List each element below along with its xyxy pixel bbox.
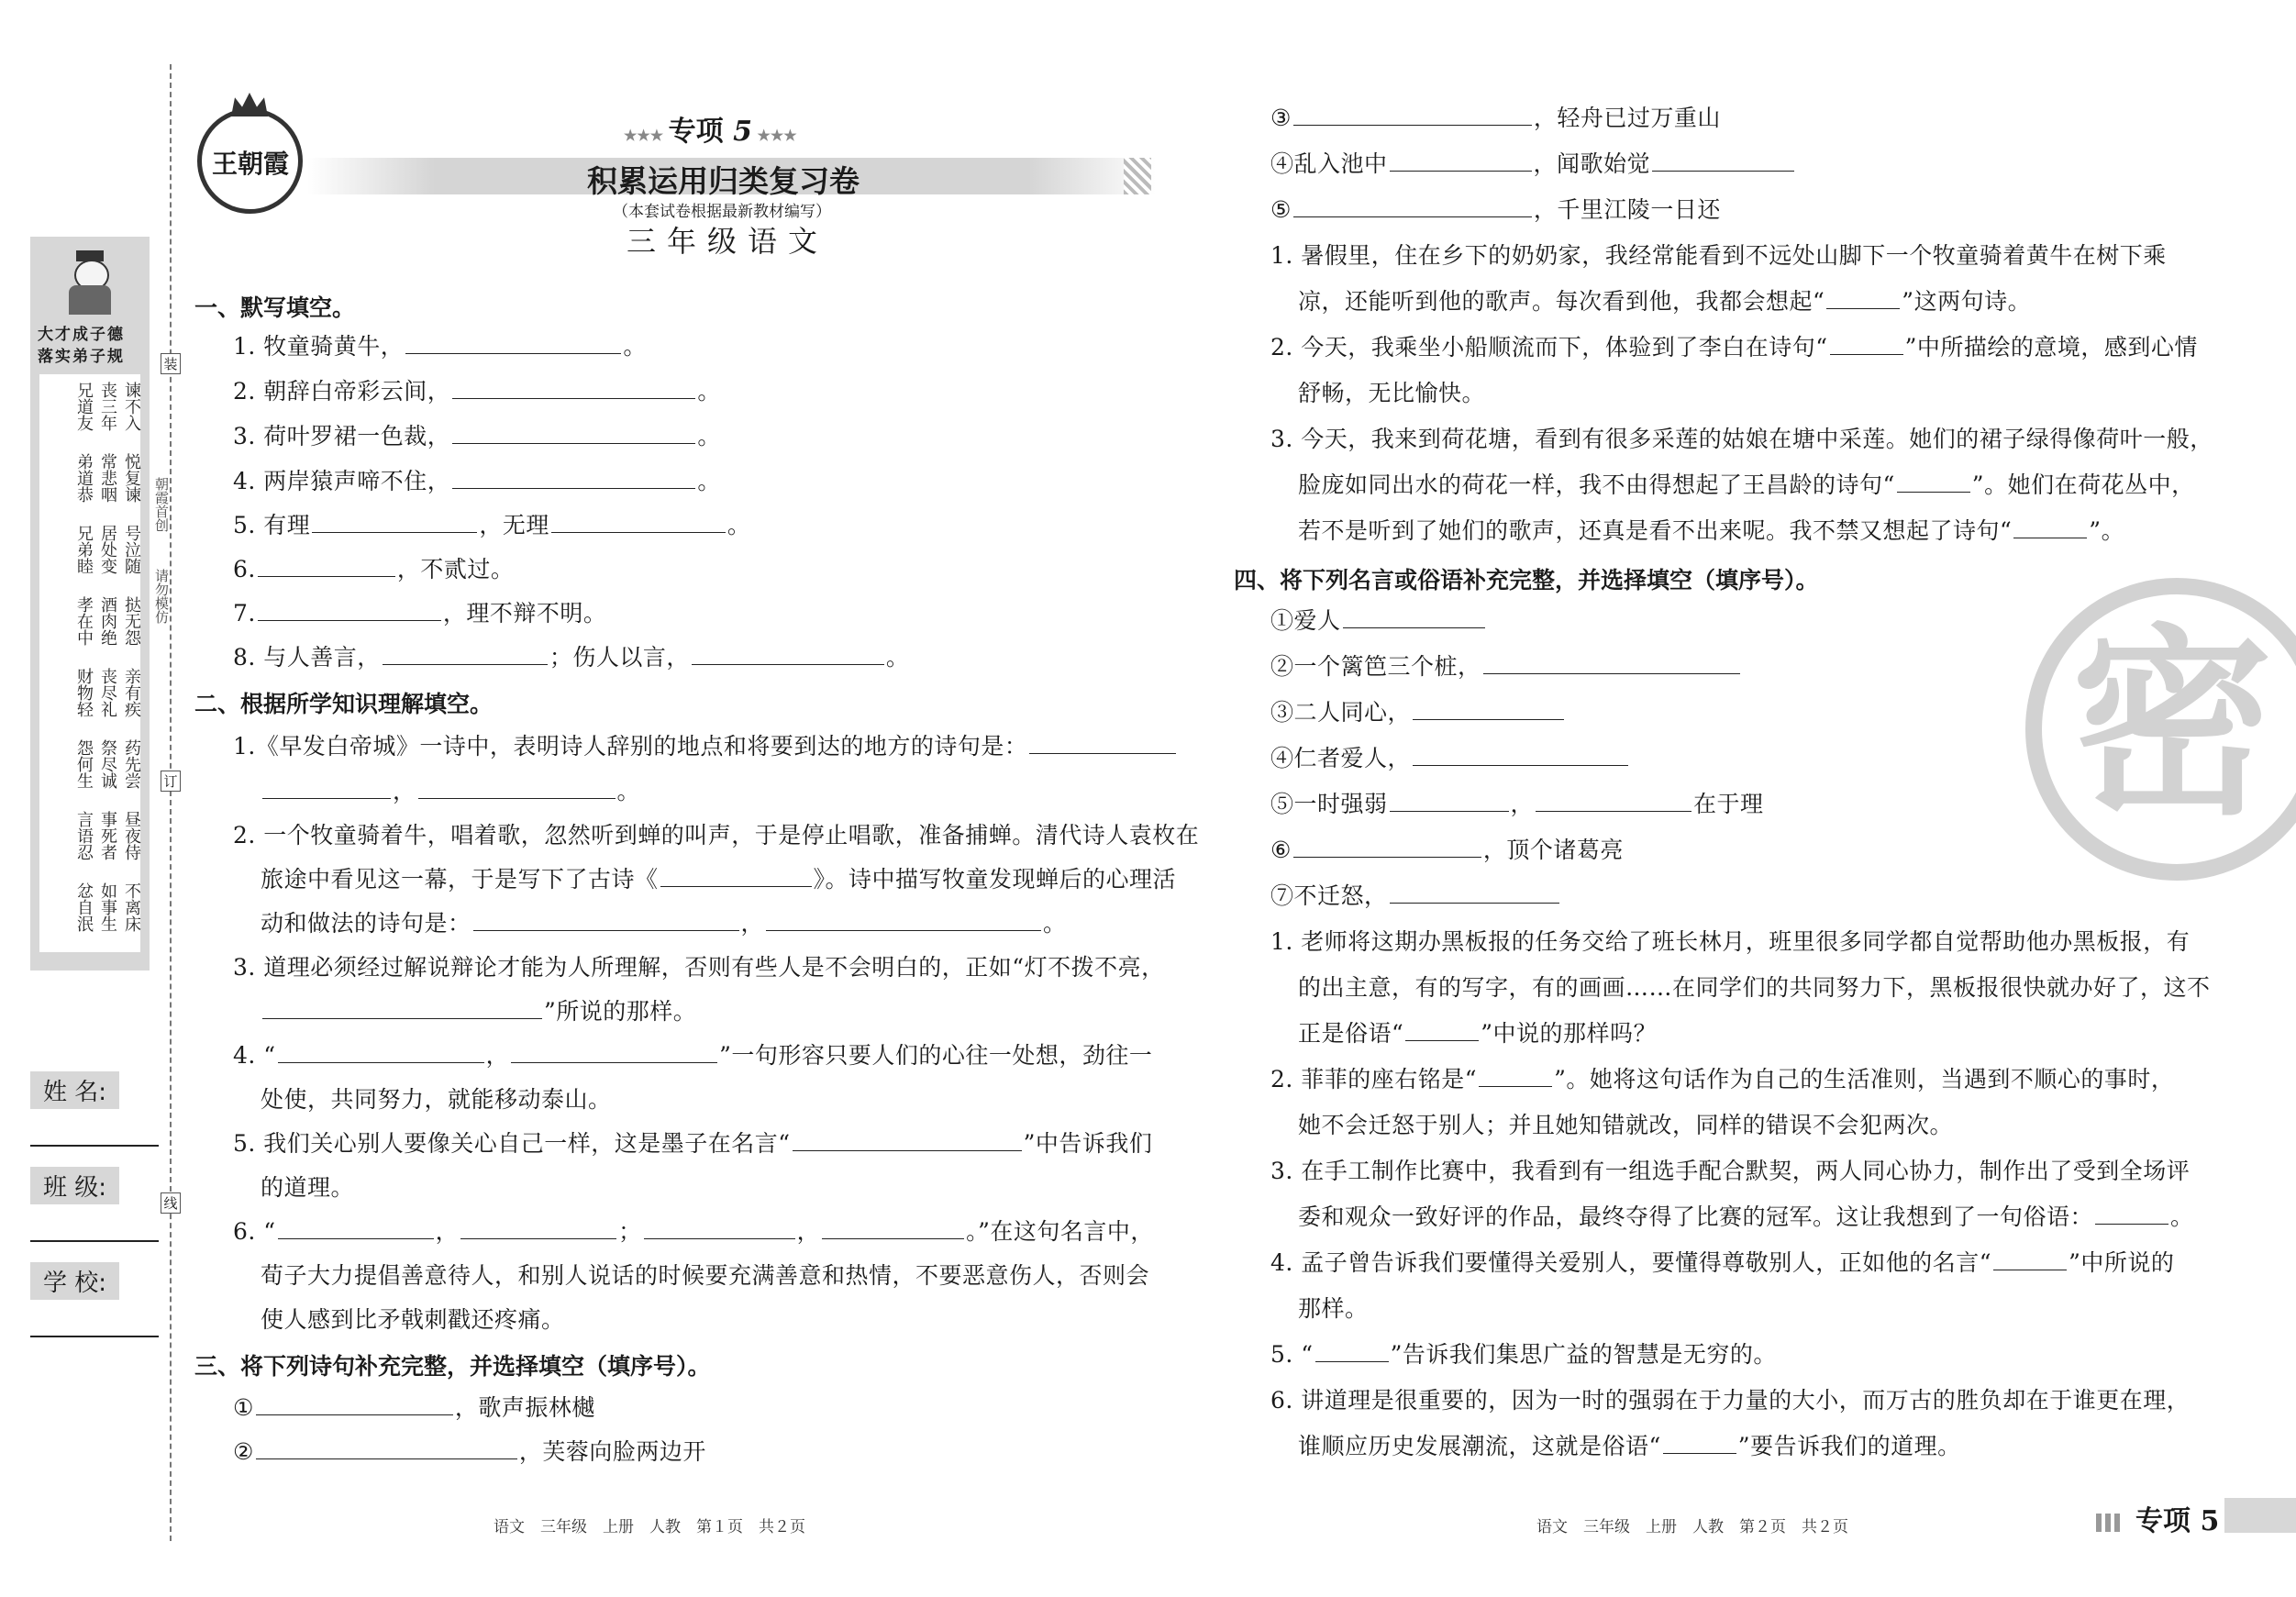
header-ribbon-tail <box>1124 158 1151 194</box>
answer-blank[interactable] <box>793 1130 1022 1151</box>
s3-option-5: ⑤ ，千里江陵一日还 <box>1270 196 1721 223</box>
page-subtitle: （本套试卷根据最新教材编写） <box>613 203 831 221</box>
s2-q3-line2: ”所说的那样。 <box>261 996 696 1027</box>
s1-q8: 8. 与人善言， ；伤人以言， 。 <box>233 644 910 671</box>
section-2-title: 二、根据所学知识理解填空。 <box>194 691 494 717</box>
verse: 孝在中 <box>74 596 94 646</box>
s4-q6-line2: 谁顺应历史发展潮流，这就是俗语“ ”要告诉我们的道理。 <box>1298 1433 1961 1459</box>
s1-q7: 7. ，理不辩不明。 <box>233 600 607 627</box>
s4-q4-line1: 4. 孟子曾告诉我们要懂得关爱别人，要懂得尊敬别人，正如他的名言“ ”中所说的 <box>1270 1249 2175 1276</box>
sidebar-vertical-1: 朝霞首创 <box>153 477 170 532</box>
s2-q1-line2: ， 。 <box>261 776 640 807</box>
answer-blank[interactable] <box>418 778 616 799</box>
answer-blank[interactable] <box>644 1218 795 1239</box>
section-4-title: 四、将下列名言或俗语补充完整，并选择填空（填序号）。 <box>1234 567 1819 593</box>
s2-q5-line1: 5. 我们关心别人要像关心自己一样，这是墨子在名言“ ”中告诉我们 <box>233 1130 1153 1157</box>
school-field[interactable] <box>30 1336 159 1337</box>
answer-blank[interactable] <box>692 644 884 665</box>
verse: 悦复谏 <box>122 453 141 503</box>
s2-q4-line1: 4. “ ， ”一句形容只要人们的心往一处想，劲往一 <box>233 1042 1153 1069</box>
s2-q5-line2: 的道理。 <box>261 1174 355 1201</box>
answer-blank[interactable] <box>278 1042 484 1063</box>
s1-q1: 1. 牧童骑黄牛， 。 <box>233 333 647 360</box>
s4-option-7: ⑦不迁怒， <box>1270 881 1561 912</box>
answer-blank[interactable] <box>1390 791 1509 812</box>
answer-blank[interactable] <box>822 1218 964 1239</box>
verse: 居处变 <box>98 525 117 574</box>
s2-q6-line2: 荀子大力提倡善意待人，和别人说话的时候要充满善意和热情，不要恶意伤人，否则会 <box>261 1262 1150 1289</box>
s3-option-3: ③ ，轻舟已过万重山 <box>1270 105 1721 131</box>
verse: 言语忍 <box>74 811 94 860</box>
answer-blank[interactable] <box>258 556 395 577</box>
answer-blank[interactable] <box>262 778 391 799</box>
s4-option-4: ④仁者爱人， <box>1270 743 1630 774</box>
header-logo <box>197 108 303 214</box>
s3-option-2: ② ，芙蓉向脸两边开 <box>233 1438 706 1465</box>
page-title: 积累运用归类复习卷 <box>587 163 860 199</box>
s3-q1-line1: 1. 暑假里，住在乡下的奶奶家，我经常能看到不远处山脚下一个牧童骑着黄牛在树下乘 <box>1270 242 2167 269</box>
verse: 挞无怨 <box>122 596 141 646</box>
logo-crown-icon <box>231 93 268 116</box>
answer-blank[interactable] <box>1390 882 1559 904</box>
s2-q2-line1: 2. 一个牧童骑着牛，唱着歌，忽然听到蝉的叫声，于是停止唱歌，准备捕蝉。清代诗人袁枚在 <box>233 822 1200 848</box>
s4-option-2: ②一个篱笆三个桩， <box>1270 651 1742 682</box>
answer-blank[interactable] <box>1663 1433 1736 1454</box>
verse: 弟道恭 <box>74 453 94 503</box>
s3-option-4: ④乱入池中 ，闻歌始觉 <box>1270 149 1796 180</box>
answer-blank[interactable] <box>1405 1020 1479 1041</box>
footer-tag-bar <box>2224 1498 2296 1533</box>
verse: 亲有疾 <box>122 668 141 717</box>
binding-seal-3: 线 <box>161 1192 181 1214</box>
verse: 如事生 <box>98 882 117 932</box>
s4-option-1: ①爱人 <box>1270 605 1487 637</box>
footer-page-2: 语文 三年级 上册 人教 第２页 共２页 <box>1536 1518 1848 1536</box>
s4-option-3: ③二人同心， <box>1270 697 1566 728</box>
answer-blank[interactable] <box>1029 733 1176 754</box>
logo-text: 王朝霞 <box>211 149 289 179</box>
footer-tag: 专项 5 <box>2135 1505 2220 1537</box>
answer-blank[interactable] <box>1293 105 1532 126</box>
answer-blank[interactable] <box>405 333 621 354</box>
answer-blank[interactable] <box>1993 1249 2067 1270</box>
answer-blank[interactable] <box>2095 1203 2168 1225</box>
sidebar-motto-1: 大才成子德 <box>38 326 125 344</box>
verse: 事死者 <box>98 811 117 860</box>
verse: 常悲咽 <box>98 453 117 503</box>
binding-seal-1: 装 <box>161 353 181 374</box>
verse: 丧尽礼 <box>98 668 117 717</box>
s3-q3-line1: 3. 今天，我来到荷花塘，看到有很多采莲的姑娘在塘中采莲。她们的裙子绿得像荷叶一般， <box>1270 426 2213 452</box>
s4-q1-line1: 1. 老师将这期办黑板报的任务交给了班长林月，班里很多同学都自觉帮助他办黑板报，有 <box>1270 928 2191 955</box>
s3-q1-line2: 凉，还能听到他的歌声。每次看到他，我都会想起“ ”这两句诗。 <box>1298 288 2032 315</box>
verse: 兄弟睦 <box>74 525 94 574</box>
name-field[interactable] <box>30 1145 159 1147</box>
s1-q3: 3. 荷叶罗裙一色裁， 。 <box>233 423 721 449</box>
sidebar-motto-2: 落实弟子规 <box>38 348 125 366</box>
grade-title: 三年级语文 <box>627 224 829 259</box>
verse: 昼夜侍 <box>122 811 141 860</box>
verse: 药先尝 <box>122 739 141 789</box>
answer-blank[interactable] <box>452 378 695 399</box>
s4-q2-line2: 她不会迁怒于别人；并且她知错就改，同样的错误不会犯两次。 <box>1298 1112 1954 1138</box>
verse: 兄道友 <box>74 382 94 431</box>
s2-q6-line3: 使人感到比矛戟刺戳还疼痛。 <box>261 1306 565 1333</box>
header-zhuanxiang: ★★★ 专项 5 ★★★ <box>624 116 797 148</box>
s4-q3-line1: 3. 在手工制作比赛中，我看到有一组选手配合默契，两人同心协力，制作出了受到全场评 <box>1270 1158 2191 1184</box>
verse: 怨何生 <box>74 739 94 789</box>
answer-blank[interactable] <box>1536 791 1691 812</box>
sidebar-panel <box>30 237 150 970</box>
answer-blank[interactable] <box>1897 471 1970 493</box>
answer-blank[interactable] <box>1343 607 1485 628</box>
s2-q4-line2: 处使，共同努力，就能移动泰山。 <box>261 1086 612 1113</box>
watermark-text: 密 <box>2071 607 2274 842</box>
verse: 号泣随 <box>122 525 141 574</box>
answer-blank[interactable] <box>766 910 1041 931</box>
binding-dash-line <box>170 64 172 1541</box>
s4-q1-line3: 正是俗语“ ”中说的那样吗？ <box>1298 1020 1658 1047</box>
s1-q4: 4. 两岸猿声啼不住， 。 <box>233 468 721 494</box>
section-1-title: 一、默写填空。 <box>194 294 356 321</box>
answer-blank[interactable] <box>2013 517 2087 538</box>
answer-blank[interactable] <box>1315 1341 1389 1362</box>
sidebar-vertical-2: 请勿模仿 <box>153 569 170 624</box>
answer-blank[interactable] <box>1830 334 1903 355</box>
answer-blank[interactable] <box>1483 653 1740 674</box>
s4-q3-line2: 委和观众一致好评的作品，最终夺得了比赛的冠军。这让我想到了一句俗语： 。 <box>1298 1203 2194 1230</box>
answer-blank[interactable] <box>660 866 812 887</box>
class-field[interactable] <box>30 1240 159 1242</box>
s1-q2: 2. 朝辞白帝彩云间， 。 <box>233 378 721 405</box>
s2-q6-line1: 6. “ ， ； ， 。”在这句名言中， <box>233 1218 1154 1245</box>
s1-q6: 6. ，不贰过。 <box>233 556 515 582</box>
s4-option-5: ⑤一时强弱 ， 在于理 <box>1270 791 1764 817</box>
s4-option-6: ⑥ ，顶个诸葛亮 <box>1270 837 1624 863</box>
footer-page-1: 语文 三年级 上册 人教 第１页 共２页 <box>494 1518 805 1536</box>
verse: 谏不入 <box>122 382 141 431</box>
answer-blank[interactable] <box>256 1394 453 1415</box>
answer-blank[interactable] <box>551 512 726 533</box>
s3-q2-line1: 2. 今天，我乘坐小船顺流而下，体验到了李白在诗句“ ”中所描绘的意境，感到心情 <box>1270 334 2198 360</box>
s4-q1-line2: 的出主意，有的写字，有的画画……在同学们的共同努力下，黑板报很快就办好了，这不 <box>1298 974 2211 1001</box>
s2-q2-line2: 旅途中看见这一幕，于是写下了古诗《 》。诗中描写牧童发现蝉后的心理活 <box>261 866 1177 893</box>
answer-blank[interactable] <box>262 998 542 1019</box>
answer-blank[interactable] <box>452 468 695 489</box>
s4-q5-line1: 5. “ ”告诉我们集思广益的智慧是无穷的。 <box>1270 1341 1777 1368</box>
verse: 财物轻 <box>74 668 94 717</box>
answer-blank[interactable] <box>452 423 695 444</box>
star-right-icon: ★★★ <box>751 127 797 144</box>
confidential-watermark <box>2025 578 2296 908</box>
answer-blank[interactable] <box>1413 699 1564 720</box>
answer-blank[interactable] <box>1652 150 1794 172</box>
verse: 酒肉绝 <box>98 596 117 646</box>
footer-tag-dots-icon <box>2096 1514 2124 1532</box>
school-label: 学 校: <box>30 1262 119 1300</box>
binding-seal-2: 订 <box>161 771 181 792</box>
s2-q2-line3: 动和做法的诗句是： ， 。 <box>261 910 1067 937</box>
s4-q6-line1: 6. 讲道理是很重要的，因为一时的强弱在于力量的大小，而万古的胜负却在于谁更在理， <box>1270 1387 2191 1414</box>
verse: 祭尽诚 <box>98 739 117 789</box>
answer-blank[interactable] <box>383 644 548 665</box>
section-3-title: 三、将下列诗句补充完整，并选择填空（填序号）。 <box>194 1353 711 1380</box>
s4-q4-line2: 那样。 <box>1298 1295 1369 1322</box>
verse: 丧三年 <box>98 382 117 431</box>
answer-blank[interactable] <box>1390 150 1532 172</box>
s3-q2-line2: 舒畅，无比愉快。 <box>1298 380 1486 406</box>
s3-option-1: ① ，歌声振林樾 <box>233 1394 595 1421</box>
s2-q3-line1: 3. 道理必须经过解说辩论才能为人所理解，否则有些人是不会明白的，正如“灯不拨不亮， <box>233 954 1165 981</box>
answer-blank[interactable] <box>1293 196 1532 217</box>
class-label: 班 级: <box>30 1167 119 1204</box>
answer-blank[interactable] <box>1479 1066 1552 1087</box>
s3-q3-line2: 脸庞如同出水的荷花一样，我不由得想起了王昌龄的诗句“ ”。她们在荷花丛中， <box>1298 471 2195 498</box>
verse: 不离床 <box>122 882 141 932</box>
answer-blank[interactable] <box>256 1438 517 1459</box>
name-label: 姓 名: <box>30 1071 119 1109</box>
s2-q1-line1: 1.《早发白帝城》一诗中，表明诗人辞别的地点和将要到达的地方的诗句是： <box>233 731 1178 762</box>
answer-blank[interactable] <box>460 1218 616 1239</box>
answer-blank[interactable] <box>1826 288 1900 309</box>
answer-blank[interactable] <box>1413 745 1628 766</box>
s1-q5: 5. 有理 ，无理 。 <box>233 512 751 538</box>
answer-blank[interactable] <box>258 600 441 621</box>
answer-blank[interactable] <box>312 512 477 533</box>
s4-q2-line1: 2. 菲菲的座右铭是“ ”。她将这句话作为自己的生活准则，当遇到不顺心的事时， <box>1270 1066 2175 1092</box>
answer-blank[interactable] <box>278 1218 434 1239</box>
scholar-icon <box>65 250 115 315</box>
s3-q3-line3: 若不是听到了她们的歌声，还真是看不出来呢。我不禁又想起了诗句“ ”。 <box>1298 517 2125 544</box>
star-left-icon: ★★★ <box>624 127 669 144</box>
verse: 忿自泯 <box>74 882 94 932</box>
answer-blank[interactable] <box>511 1042 717 1063</box>
sidebar-verses <box>39 374 140 952</box>
answer-blank[interactable] <box>1293 837 1481 858</box>
answer-blank[interactable] <box>473 910 739 931</box>
